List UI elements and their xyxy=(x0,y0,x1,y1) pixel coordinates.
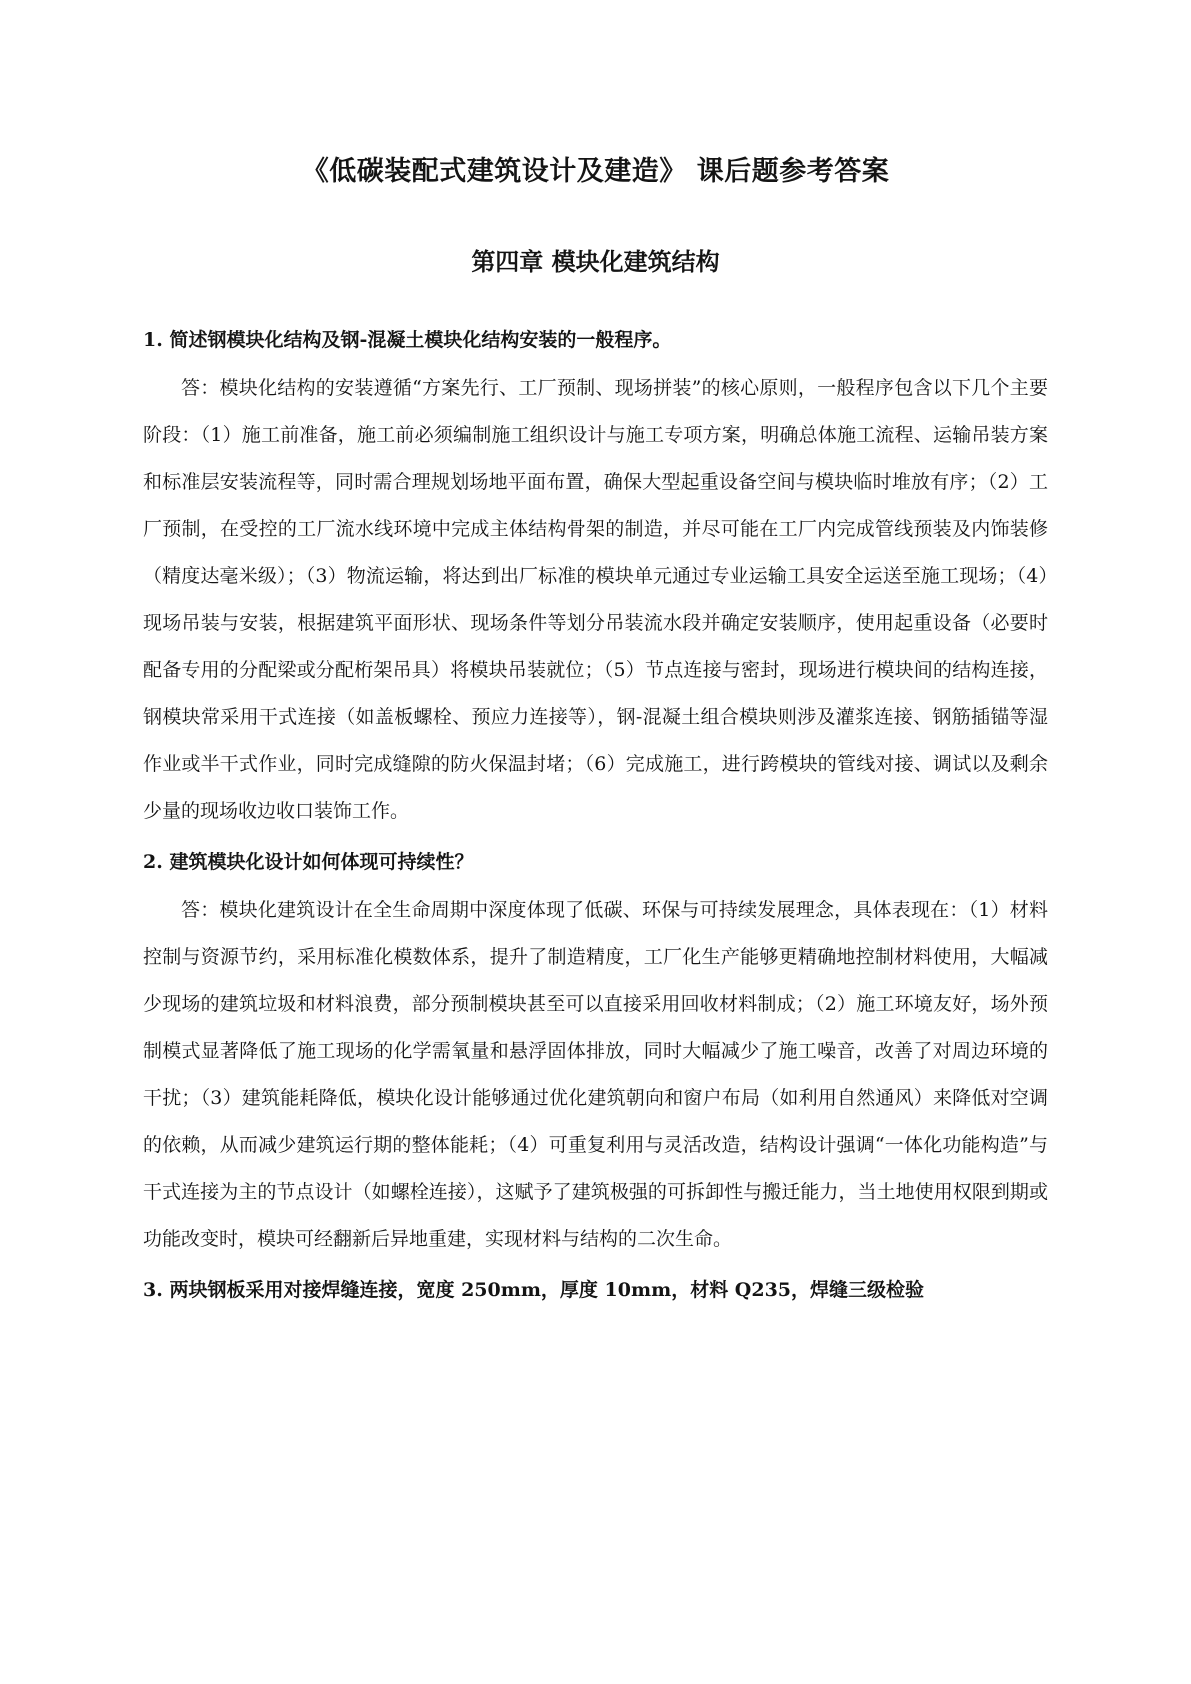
answer-1: 答：模块化结构的安装遵循“方案先行、工厂预制、现场拼装”的核心原则，一般程序包含以下几个主要阶段：（1）施工前准备，施工前必须编制施工组织设计与施工专项方案，明确总体施工流程、运输吊装方案和标准层安装流程等，同时需合理规划场地平面布置，确保大型起重设备空间与模块临时堆放有序；（2）工厂预制，在受控的工厂流水线环境中完成主体结构骨架的制造，并尽可能在工厂内完成管线预装及内饰装修（精度达毫米级）；（3）物流运输，将达到出厂标准的模块单元通过专业运输工具安全运送至施工现场；（4）现场吊装与安装，根据建筑平面形状、现场条件等划分吊装流水段并确定安装顺序，使用起重设备（必要时配备专用的分配梁或分配桁架吊具）将模块吊装就位；（5）节点连接与密封，现场进行模块间的结构连接，钢模块常采用干式连接（如盖板螺栓、预应力连接等），钢-混凝土组合模块则涉及灌浆连接、钢筋插锚等湿作业或半干式作业，同时完成缝隙的防火保温封堵；（6）完成施工，进行跨模块的管线对接、调试以及剩余少量的现场收边收口装饰工作。 xyxy=(143,377,1048,822)
chapter-title: 第四章 模块化建筑结构 xyxy=(471,247,720,276)
answer-2: 答：模块化建筑设计在全生命周期中深度体现了低碳、环保与可持续发展理念，具体表现在：（1）材料控制与资源节约，采用标准化模数体系，提升了制造精度，工厂化生产能够更精确地控制材料使用，大幅减少现场的建筑垃圾和材料浪费，部分预制模块甚至可以直接采用回收材料制成；（2）施工环境友好，场外预制模式显著降低了施工现场的化学需氧量和悬浮固体排放，同时大幅减少了施工噪音，改善了对周边环境的干扰；（3）建筑能耗降低，模块化设计能够通过优化建筑朝向和窗户布局（如利用自然通风）来降低对空调的依赖，从而减少建筑运行期的整体能耗；（4）可重复利用与灵活改造，结构设计强调“一体化功能构造”与干式连接为主的节点设计（如螺栓连接），这赋予了建筑极强的可拆卸性与搬迁能力，当土地使用权限到期或功能改变时，模块可经翻新后异地重建，实现材料与结构的二次生命。 xyxy=(143,899,1048,1250)
document-body xyxy=(143,322,1048,1308)
document-title: 《低碳装配式建筑设计及建造》 课后题参考答案 xyxy=(301,156,890,187)
question-2: 2. 建筑模块化设计如何体现可持续性？ xyxy=(143,851,474,873)
question-1: 1. 简述钢模块化结构及钢-混凝土模块化结构安装的一般程序。 xyxy=(143,329,672,351)
question-3: 3. 两块钢板采用对接焊缝连接，宽度 250mm，厚度 10mm，材料 Q235，焊缝三级检验 xyxy=(143,1279,925,1301)
